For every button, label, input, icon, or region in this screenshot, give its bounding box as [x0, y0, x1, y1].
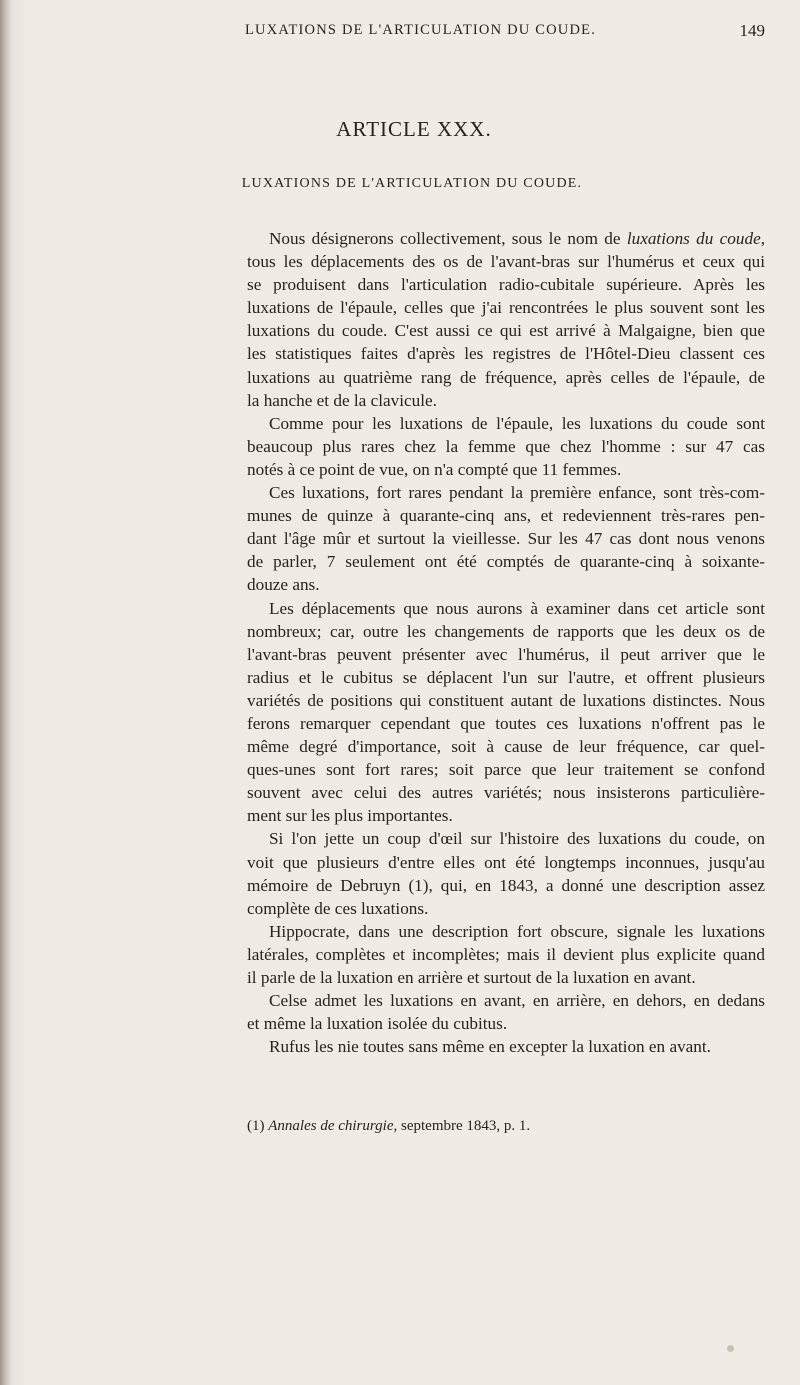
text-line: Si l'on jette un coup d'œil sur l'histoire des luxations du coude, on	[269, 829, 765, 849]
italic-term: luxations du coude	[626, 229, 761, 248]
text-line: beaucoup plus rares chez la femme que chez l'homme : sur 47 cas	[247, 436, 765, 456]
text-line: Comme pour les luxations de l'épaule, les luxations du coude sont	[269, 413, 765, 433]
text-line: Hippocrate, dans une description fort obscure, signale les luxations	[269, 921, 765, 941]
text-line: souvent avec celui des autres variétés; nous insisterons particulière-	[247, 783, 765, 803]
text-line: notés à ce point de vue, on n'a compté que 11 femmes.	[247, 459, 622, 479]
text-line: mémoire de Debruyn (1), qui, en 1843, a donné une description assez	[247, 875, 765, 895]
article-subtitle: LUXATIONS DE L'ARTICULATION DU COUDE.	[241, 176, 583, 191]
running-title: LUXATIONS DE L'ARTICULATION DU COUDE.	[245, 22, 597, 38]
running-head	[245, 22, 765, 48]
text-line: Ces luxations, fort rares pendant la première enfance, sont très-com-	[269, 483, 765, 503]
text-line: Les déplacements que nous aurons à examiner dans cet article sont	[269, 598, 765, 618]
text-line: de parler, 7 seulement ont été comptés de quarante-cinq à soixante-	[247, 552, 765, 572]
text-line: même degré d'importance, soit à cause de leur fréquence, car quel-	[247, 737, 765, 757]
footnote-citation: , septembre 1843, p. 1.	[393, 1118, 531, 1134]
text-line: tous les déplacements des os de l'avant-bras sur l'humérus et ceux qui	[247, 252, 765, 272]
footnote-journal: Annales de chirurgie	[268, 1118, 394, 1134]
text-line: ment sur les plus importantes.	[247, 806, 453, 826]
text-line: voit que plusieurs d'entre elles ont été longtemps inconnues, jusqu'au	[247, 852, 765, 872]
text-line: ferons remarquer cependant que toutes ces luxations n'offrent pas le	[247, 713, 765, 733]
text-line: nombreux; car, outre les changements de rapports que les deux os de	[247, 621, 765, 641]
text-line: luxations au quatrième rang de fréquence, après celles de l'épaule, de	[247, 367, 765, 387]
text-line: la hanche et de la clavicule.	[247, 390, 437, 410]
text-line: latérales, complètes et incomplètes; mais il devient plus explicite quand	[247, 944, 765, 964]
text-line: Celse admet les luxations en avant, en arrière, en dehors, en dedans	[269, 991, 765, 1011]
footnote	[247, 1118, 765, 1135]
binding-gutter	[0, 0, 12, 1385]
paper-speck	[727, 1345, 734, 1352]
text-line: complète de ces luxations.	[247, 898, 429, 918]
text-line: dant l'âge mûr et surtout la vieillesse. Sur les 47 cas dont nous venons	[247, 529, 765, 549]
line-end: ,	[760, 229, 766, 248]
text-line: ques-unes sont fort rares; soit parce que leur traitement se confond	[247, 760, 765, 780]
text-line: Rufus les nie toutes sans même en excepter la luxation en avant.	[269, 1037, 711, 1057]
text-line: les statistiques faites d'après les registres de l'Hôtel-Dieu classent ces	[247, 344, 765, 364]
article-title: ARTICLE XXX.	[336, 117, 492, 141]
line-start: Nous désignerons collectivement, sous le nom de	[269, 229, 627, 248]
text-line: luxations de l'épaule, celles que j'ai rencontrées le plus souvent sont les	[247, 298, 765, 318]
text-line: se produisent dans l'articulation radio-cubitale supérieure. Après les	[247, 275, 765, 295]
text-line: l'avant-bras peuvent présenter avec l'humérus, il peut arriver que le	[247, 644, 765, 664]
body-text	[247, 227, 765, 1058]
text-line: variétés de positions qui constituent autant de luxations distinctes. Nous	[247, 690, 765, 710]
text-line: munes de quinze à quarante-cinq ans, et redeviennent très-rares pen-	[247, 506, 765, 526]
text-line: il parle de la luxation en arrière et surtout de la luxation en avant.	[247, 968, 696, 987]
text-line: douze ans.	[247, 575, 320, 595]
text-line: radius et le cubitus se déplacent l'un sur l'autre, et offrent plusieurs	[247, 667, 765, 687]
text-line: et même la luxation isolée du cubitus.	[247, 1014, 508, 1034]
page-number: 149	[739, 21, 765, 40]
text-line	[247, 227, 765, 250]
text-line: luxations du coude. C'est aussi ce qui est arrivé à Malgaigne, bien que	[247, 321, 765, 341]
footnote-marker: (1)	[247, 1118, 269, 1134]
